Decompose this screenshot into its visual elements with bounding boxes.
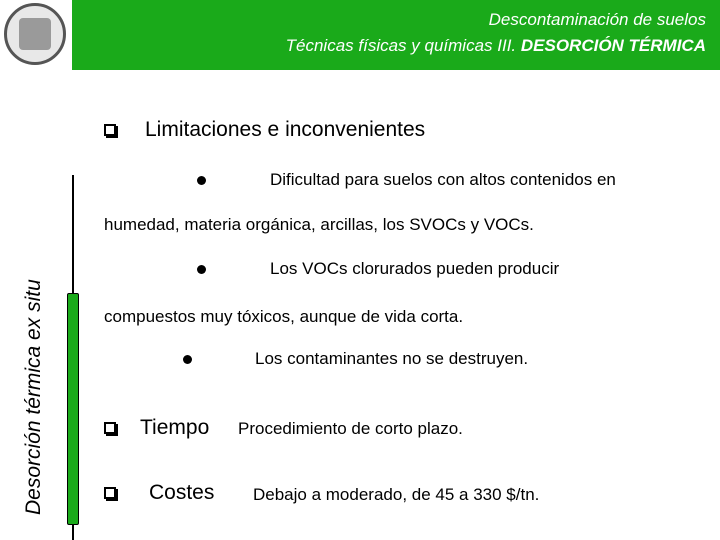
logo-area (0, 0, 72, 70)
checkbox-bullet-icon (104, 124, 116, 136)
bullet3-text: Los contaminantes no se destruyen. (255, 349, 529, 368)
university-seal-icon (4, 3, 66, 65)
header-banner (0, 0, 720, 70)
checkbox-bullet-icon (104, 422, 116, 434)
header-topic-prefix: Técnicas físicas y químicas III. (285, 36, 521, 55)
checkbox-bullet-icon (104, 487, 116, 499)
section-title-limitaciones: Limitaciones e inconvenientes (145, 118, 426, 141)
header-topic-bold: DESORCIÓN TÉRMICA (520, 36, 706, 55)
bullet1-line1: Dificultad para suelos con altos contenidos en (270, 170, 616, 189)
tiempo-text: Procedimiento de corto plazo. (238, 419, 463, 438)
header-subject: Descontaminación de suelos (488, 10, 706, 29)
bullet2-line2: compuestos muy tóxicos, aunque de vida corta. (104, 307, 464, 326)
costes-label: Costes (149, 481, 215, 504)
dot-bullet-icon (183, 355, 192, 364)
bullet2-line1: Los VOCs clorurados pueden producir (270, 259, 560, 278)
bullet1-line2: humedad, materia orgánica, arcillas, los SVOCs y VOCs. (104, 215, 534, 234)
accent-bar (67, 293, 79, 525)
dot-bullet-icon (197, 176, 206, 185)
coat-of-arms-icon (19, 18, 51, 50)
dot-bullet-icon (197, 265, 206, 274)
costes-text: Debajo a moderado, de 45 a 330 $/tn. (253, 485, 540, 504)
side-title: Desorción térmica ex situ (22, 279, 45, 515)
tiempo-label: Tiempo (140, 416, 210, 439)
header-topic (286, 36, 706, 56)
